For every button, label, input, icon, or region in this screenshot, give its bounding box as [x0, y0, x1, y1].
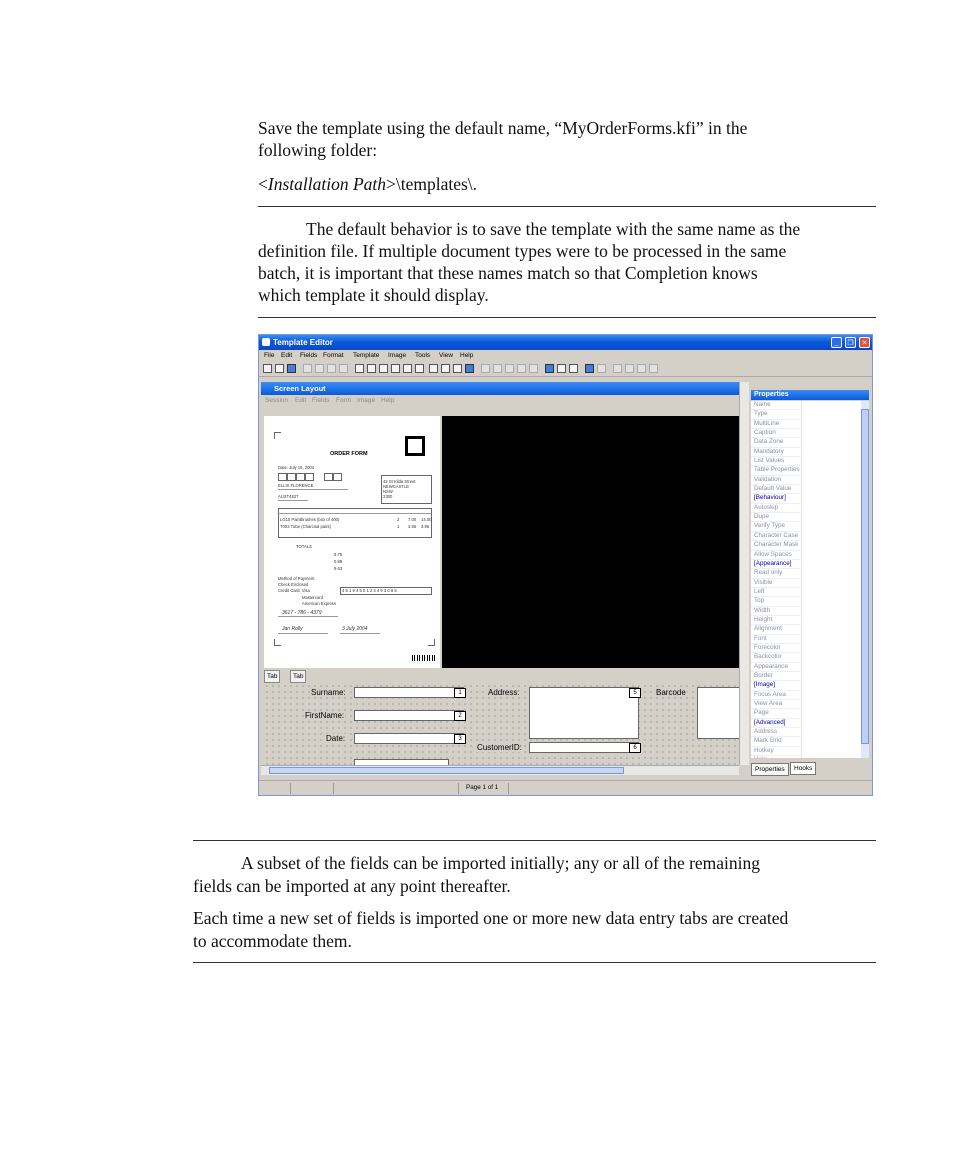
- status-page: Page 1 of 1: [466, 784, 499, 791]
- address-line1: 42 St Kilda Street: [383, 479, 416, 484]
- hscroll-thumb[interactable]: [269, 767, 624, 774]
- note-line4: which template it should display.: [258, 285, 489, 305]
- open-icon[interactable]: [275, 364, 284, 373]
- subset-line2: fields can be imported at any point thereafter.: [193, 876, 511, 896]
- sl-menu-edit[interactable]: Edit: [295, 397, 307, 404]
- surname-field[interactable]: [354, 687, 464, 698]
- item1-price: 7.00: [408, 517, 417, 522]
- label-icon[interactable]: [403, 364, 412, 373]
- item2-desc: T003 Tube (Charcoal paint): [280, 524, 331, 529]
- property-row[interactable]: Height: [751, 616, 802, 625]
- property-row[interactable]: Data Zone: [751, 438, 802, 447]
- payment-title: Method of Payment: [278, 576, 315, 581]
- property-row[interactable]: Hotkey: [751, 747, 802, 756]
- property-row[interactable]: Forecolor: [751, 644, 802, 653]
- screen-layout-window: [261, 382, 748, 777]
- status-divider-3: [458, 783, 459, 794]
- last-page-icon[interactable]: [649, 364, 658, 373]
- menu-fields[interactable]: Fields: [300, 352, 318, 359]
- menu-view[interactable]: View: [439, 352, 453, 359]
- subset-rule-top: [193, 840, 876, 841]
- tax-value: 0.88: [334, 559, 343, 564]
- date-field[interactable]: [354, 733, 464, 744]
- image-field-icon[interactable]: [415, 364, 424, 373]
- app-icon: [262, 338, 270, 346]
- path-close: >\templates\.: [386, 174, 478, 194]
- property-row[interactable]: Left: [751, 588, 802, 597]
- path-open: <: [258, 174, 268, 194]
- note-rule-top: [258, 206, 876, 207]
- sig-date-line: [340, 633, 380, 634]
- property-row[interactable]: List Values: [751, 457, 802, 466]
- order-form-title: ORDER FORM: [330, 451, 368, 457]
- prev-page-icon[interactable]: [625, 364, 634, 373]
- textbox-icon[interactable]: [355, 364, 364, 373]
- properties-scrollbar[interactable]: [861, 401, 869, 758]
- name-line: [278, 489, 348, 490]
- subset-rule-bottom: [193, 962, 876, 963]
- corner-mark-br: [428, 639, 435, 646]
- menu-format[interactable]: Format: [323, 352, 344, 359]
- date-box-2: [287, 473, 296, 481]
- firstname-field-number: 2: [454, 711, 466, 721]
- hooks-tab[interactable]: Hooks: [790, 762, 816, 775]
- property-row[interactable]: [Advanced]: [751, 719, 802, 728]
- customerid-label: CustomerID:: [477, 743, 522, 752]
- property-row[interactable]: Font: [751, 635, 802, 644]
- template-editor-screenshot: [258, 334, 873, 796]
- company-logo: [405, 436, 425, 456]
- zoom-in-icon[interactable]: [557, 364, 566, 373]
- menu-image[interactable]: Image: [388, 352, 407, 359]
- property-row[interactable]: Verify Type: [751, 522, 802, 531]
- order-date: Date: July 15, 2004: [278, 465, 315, 470]
- phone-number: 3617 - 786 - 4379: [282, 610, 322, 616]
- property-row[interactable]: Visible: [751, 579, 802, 588]
- properties-icon[interactable]: [429, 364, 438, 373]
- item2-price: 3.95: [408, 524, 417, 529]
- customerid-field-number: 6: [629, 743, 641, 753]
- property-row[interactable]: Type: [751, 410, 802, 419]
- sl-menu-image[interactable]: Image: [357, 397, 376, 404]
- property-row[interactable]: Caption: [751, 429, 802, 438]
- property-row[interactable]: Table Properties: [751, 466, 802, 475]
- note-line2: definition file. If multiple document types were to be processed in the same: [258, 241, 787, 261]
- date-box-3: [296, 473, 305, 481]
- order-form-image: [264, 416, 440, 668]
- property-row[interactable]: View Area: [751, 700, 802, 709]
- tab-1[interactable]: Tab: [264, 670, 280, 683]
- date-box-6: [333, 473, 342, 481]
- properties-panel: [750, 382, 872, 777]
- address-label: Address:: [488, 688, 520, 697]
- property-row[interactable]: Backcolor: [751, 653, 802, 662]
- item1-total: 14.00: [421, 517, 432, 522]
- property-row[interactable]: Character Mask: [751, 541, 802, 550]
- surname-label: Surname:: [311, 688, 346, 697]
- properties-scroll-thumb[interactable]: [861, 409, 869, 744]
- screen-layout-vscroll[interactable]: [739, 382, 749, 765]
- checkbox-icon[interactable]: [367, 364, 376, 373]
- main-menubar: [259, 351, 872, 362]
- date-label: Date:: [326, 734, 346, 743]
- copy-icon[interactable]: [315, 364, 324, 373]
- address-line2: NEWCASTLE: [383, 484, 410, 489]
- screen-layout-title: Screen Layout: [274, 384, 326, 393]
- align-top-icon[interactable]: [505, 364, 514, 373]
- property-row[interactable]: Focus Area: [751, 691, 802, 700]
- sl-menu-form[interactable]: Form: [336, 397, 352, 404]
- field-layout-canvas: [264, 683, 739, 765]
- sl-menu-session[interactable]: Session: [265, 397, 289, 404]
- screen-layout-menu: [261, 396, 748, 406]
- firstname-field[interactable]: [354, 710, 464, 721]
- image-view-pane: [442, 416, 739, 668]
- status-divider-4: [508, 783, 509, 794]
- color-icon[interactable]: [585, 364, 594, 373]
- property-row[interactable]: Appearance: [751, 663, 802, 672]
- signature-line: [278, 633, 328, 634]
- same-size-icon[interactable]: [529, 364, 538, 373]
- item1-qty: 2: [397, 517, 400, 522]
- property-row[interactable]: [Image]: [751, 681, 802, 690]
- totals-label: TOTALS: [296, 544, 312, 549]
- each-time-line1: Each time a new set of fields is imported one or more new data entry tabs are created: [193, 908, 789, 928]
- first-page-icon[interactable]: [613, 364, 622, 373]
- customer-id: AUST4527: [278, 494, 299, 499]
- signature: Jan Rolly: [282, 626, 303, 632]
- property-row[interactable]: Page: [751, 709, 802, 718]
- address-field-number: 5: [629, 688, 641, 698]
- status-divider-1: [290, 783, 291, 794]
- items-header-line: [278, 513, 431, 514]
- date-box-4: [305, 473, 314, 481]
- align-right-icon[interactable]: [493, 364, 502, 373]
- align-bottom-icon[interactable]: [517, 364, 526, 373]
- id-line: [278, 500, 308, 501]
- total-value: 9.63: [334, 566, 343, 571]
- customer-name: ELLIS FLORENCE: [278, 483, 314, 488]
- next-page-icon[interactable]: [637, 364, 646, 373]
- note-rule-bottom: [258, 317, 876, 318]
- save-instruction-line2: following folder:: [258, 140, 378, 160]
- minimize-button[interactable]: _: [831, 337, 842, 348]
- properties-tab[interactable]: Properties: [751, 763, 789, 776]
- item1-desc: LG10 Paintbrushes (box of 400): [280, 517, 340, 522]
- window-title: Template Editor: [273, 338, 333, 347]
- address-line3: NSW: [383, 489, 393, 494]
- property-row[interactable]: [Behaviour]: [751, 494, 802, 503]
- window-titlebar: [259, 335, 872, 350]
- property-row[interactable]: Mark Grid: [751, 737, 802, 746]
- maximize-button[interactable]: ❐: [845, 337, 856, 348]
- address-line4: 2300: [383, 494, 393, 499]
- align-left-icon[interactable]: [481, 364, 490, 373]
- property-row[interactable]: Name: [751, 401, 802, 410]
- tab-2[interactable]: Tab: [290, 670, 306, 683]
- close-button[interactable]: ✕: [859, 337, 870, 348]
- menu-help[interactable]: Help: [460, 352, 474, 359]
- delete-icon[interactable]: [339, 364, 348, 373]
- menu-file[interactable]: File: [264, 352, 275, 359]
- barcode-label: Barcode: [656, 688, 686, 697]
- signature-date: 3 July 2004: [342, 626, 368, 632]
- subset-line1: A subset of the fields can be imported initially; any or all of the remaining: [241, 853, 761, 873]
- property-row[interactable]: Allow Spaces: [751, 551, 802, 560]
- property-row[interactable]: Alignment: [751, 625, 802, 634]
- properties-title: Properties: [751, 390, 869, 400]
- item2-qty: 1: [397, 524, 400, 529]
- property-row[interactable]: Border: [751, 672, 802, 681]
- note-line1: The default behavior is to save the template with the same name as the: [306, 219, 801, 239]
- zoom-out-icon[interactable]: [569, 364, 578, 373]
- screen-layout-hscroll[interactable]: [261, 765, 739, 775]
- note-line3: batch, it is important that these names match so that Completion knows: [258, 263, 758, 283]
- paste-icon[interactable]: [327, 364, 336, 373]
- save-icon[interactable]: [287, 364, 296, 373]
- import-icon[interactable]: [465, 364, 474, 373]
- properties-list: [751, 401, 861, 758]
- property-row[interactable]: MultiLine: [751, 420, 802, 429]
- binoculars-icon[interactable]: [453, 364, 462, 373]
- path-italic: Installation Path: [267, 174, 386, 194]
- property-row[interactable]: Autoskip: [751, 504, 802, 513]
- firstname-label: FirstName:: [305, 711, 345, 720]
- phone-line: [278, 616, 338, 617]
- payment-mastercard: Mastercard: [302, 595, 323, 600]
- property-row[interactable]: Read only: [751, 569, 802, 578]
- sl-menu-fields[interactable]: Fields: [312, 397, 330, 404]
- property-row[interactable]: Mandatory: [751, 448, 802, 457]
- table-icon[interactable]: [379, 364, 388, 373]
- payment-check: Check Enclosed: [278, 582, 309, 587]
- save-instruction-line1: Save the template using the default name, “MyOrderForms.kfi” in the: [258, 118, 748, 138]
- folder-path: [258, 173, 477, 195]
- grid-icon[interactable]: [597, 364, 606, 373]
- property-row[interactable]: [751, 756, 802, 758]
- property-row[interactable]: Validation: [751, 476, 802, 485]
- corner-mark-tl: [274, 432, 281, 439]
- surname-field-number: 1: [454, 688, 466, 698]
- property-row[interactable]: Character Case: [751, 532, 802, 541]
- property-row[interactable]: Address: [751, 728, 802, 737]
- property-row[interactable]: Dupe: [751, 513, 802, 522]
- property-row[interactable]: Top: [751, 597, 802, 606]
- menu-template[interactable]: Template: [353, 352, 380, 359]
- payment-amex: American Express: [302, 601, 336, 606]
- status-divider-2: [333, 783, 334, 794]
- property-row[interactable]: Default Value: [751, 485, 802, 494]
- barcode-field[interactable]: [697, 687, 739, 739]
- sl-menu-help[interactable]: Help: [381, 397, 395, 404]
- frame-icon[interactable]: [391, 364, 400, 373]
- corner-mark-bl: [274, 639, 281, 646]
- subtotal-value: 8.75: [334, 552, 343, 557]
- screen-layout-titlebar: [261, 382, 748, 395]
- main-toolbar: [259, 363, 872, 377]
- menu-tools[interactable]: Tools: [415, 352, 431, 359]
- customerid-field[interactable]: [529, 742, 639, 753]
- date-box-5: [324, 473, 333, 481]
- status-bar: [259, 780, 872, 796]
- property-row[interactable]: Width: [751, 607, 802, 616]
- payment-visa: Credit Card: Visa: [278, 588, 310, 593]
- card-number: 4 5 1 9 4 5 0 1 2 3 4 9 3 0 9 5: [342, 588, 397, 593]
- date-box-1: [278, 473, 287, 481]
- date-field-number: 3: [454, 734, 466, 744]
- new-icon[interactable]: [263, 364, 272, 373]
- template-props-icon[interactable]: [441, 364, 450, 373]
- show-image-icon[interactable]: [545, 364, 554, 373]
- address-field[interactable]: [529, 687, 639, 739]
- property-row[interactable]: [Appearance]: [751, 560, 802, 569]
- item2-total: 3.95: [421, 524, 430, 529]
- barcode-image: [412, 655, 436, 661]
- cut-icon[interactable]: [303, 364, 312, 373]
- menu-edit[interactable]: Edit: [281, 352, 293, 359]
- each-time-line2: to accommodate them.: [193, 931, 352, 951]
